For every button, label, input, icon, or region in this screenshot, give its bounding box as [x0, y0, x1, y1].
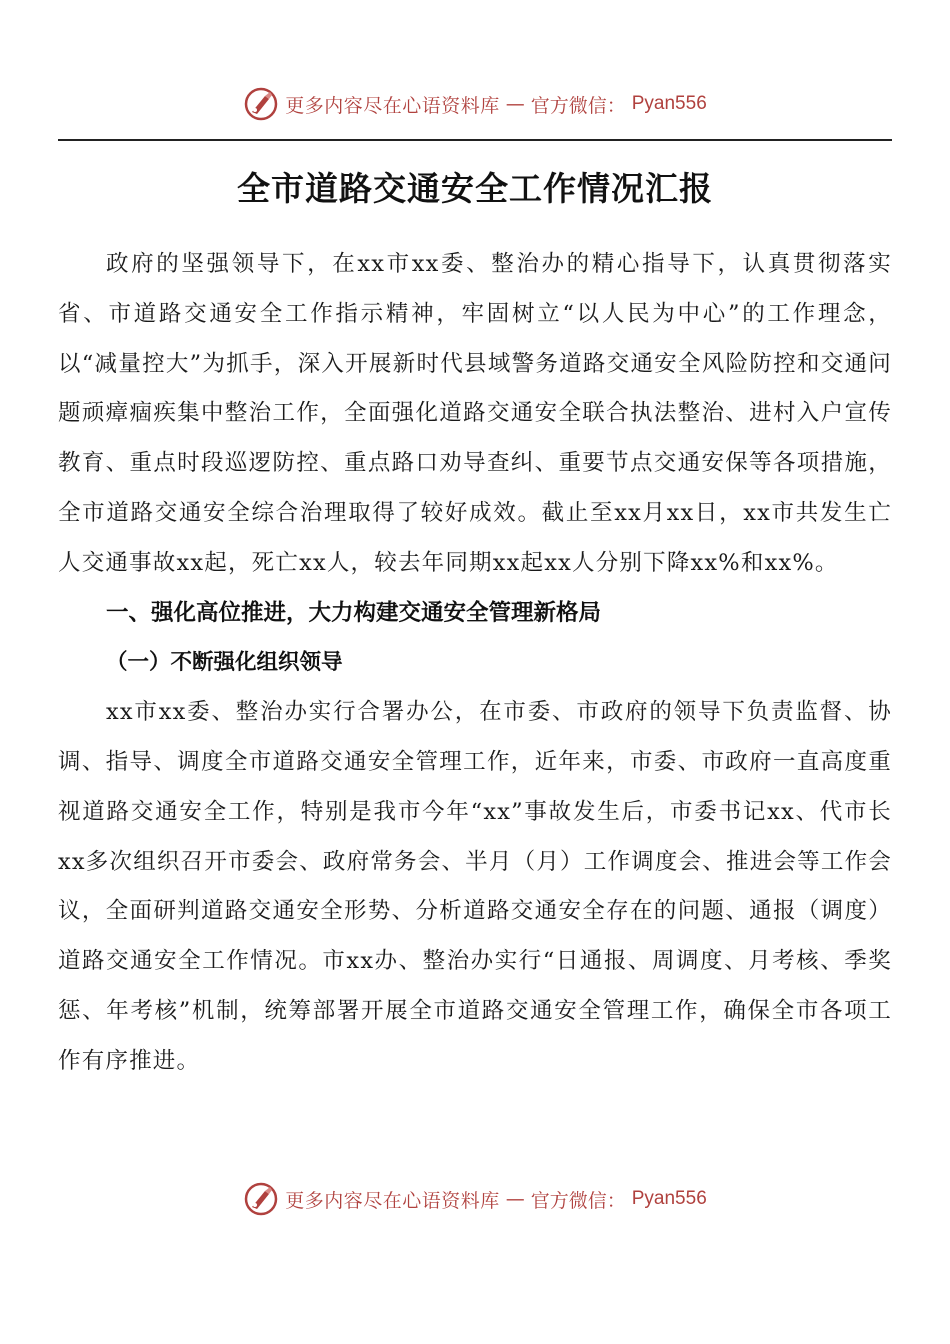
intro-paragraph: 政府的坚强领导下，在xx市xx委、整治办的精心指导下，认真贯彻落实省、市道路交通安全工作指示精神，牢固树立“以人民为中心”的工作理念，以“减量控大”为抓手，深入开展新时代县域警务道路交通安全风险防控和交通问题顽瘴痼疾集中整治工作，全面强化道路交通安全联合执法整治、进村入户宣传教育、重点时段巡逻防控、重点路口劝导查纠、重要节点交通安保等各项措施，全市道路交通安全综合治理取得了较好成效。截止至xx月xx日，xx市共发生亡人交通事故xx起，死亡xx人，较去年同期xx起xx人分别下降xx%和xx%。	[58, 251, 892, 576]
watermark-site-text: 更多内容尽在心语资料库	[285, 1189, 500, 1212]
watermark-site-text: 更多内容尽在心语资料库	[285, 94, 500, 117]
brand-logo-icon	[243, 86, 279, 122]
header-divider	[58, 139, 892, 141]
watermark-wechat-label: 官方微信：	[530, 94, 626, 117]
watermark-separator: —	[505, 1188, 525, 1210]
watermark-wechat-label: 官方微信：	[530, 1189, 626, 1212]
watermark-wechat-id: Pyan556	[631, 1188, 707, 1209]
document-title: 全市道路交通安全工作情况汇报	[237, 169, 713, 208]
brand-logo-icon	[243, 1181, 279, 1217]
subsection-heading: （一）不断强化组织领导	[106, 650, 343, 676]
section-heading: 一、强化高位推进，大力构建交通安全管理新格局	[106, 599, 602, 626]
subsection-paragraph: xx市xx委、整治办实行合署办公，在市委、市政府的领导下负责监督、协调、指导、调度全市道路交通安全管理工作，近年来，市委、市政府一直高度重视道路交通安全工作，特别是我市今年“xx”事故发生后，市委书记xx、代市长xx多次组织召开市委会、政府常务会、半月（月）工作调度会、推进会等工作会议，全面研判道路交通安全形势、分析道路交通安全存在的问题、通报（调度）道路交通安全工作情况。市xx办、整治办实行“日通报、周调度、月考核、季奖惩、年考核”机制，统筹部署开展全市道路交通安全管理工作，确保全市各项工作有序推进。	[58, 699, 892, 1074]
document-body	[58, 240, 892, 1087]
header-watermark	[0, 84, 950, 124]
watermark-separator: —	[505, 93, 525, 115]
watermark-wechat-id: Pyan556	[631, 93, 707, 114]
footer-watermark	[0, 1179, 950, 1219]
